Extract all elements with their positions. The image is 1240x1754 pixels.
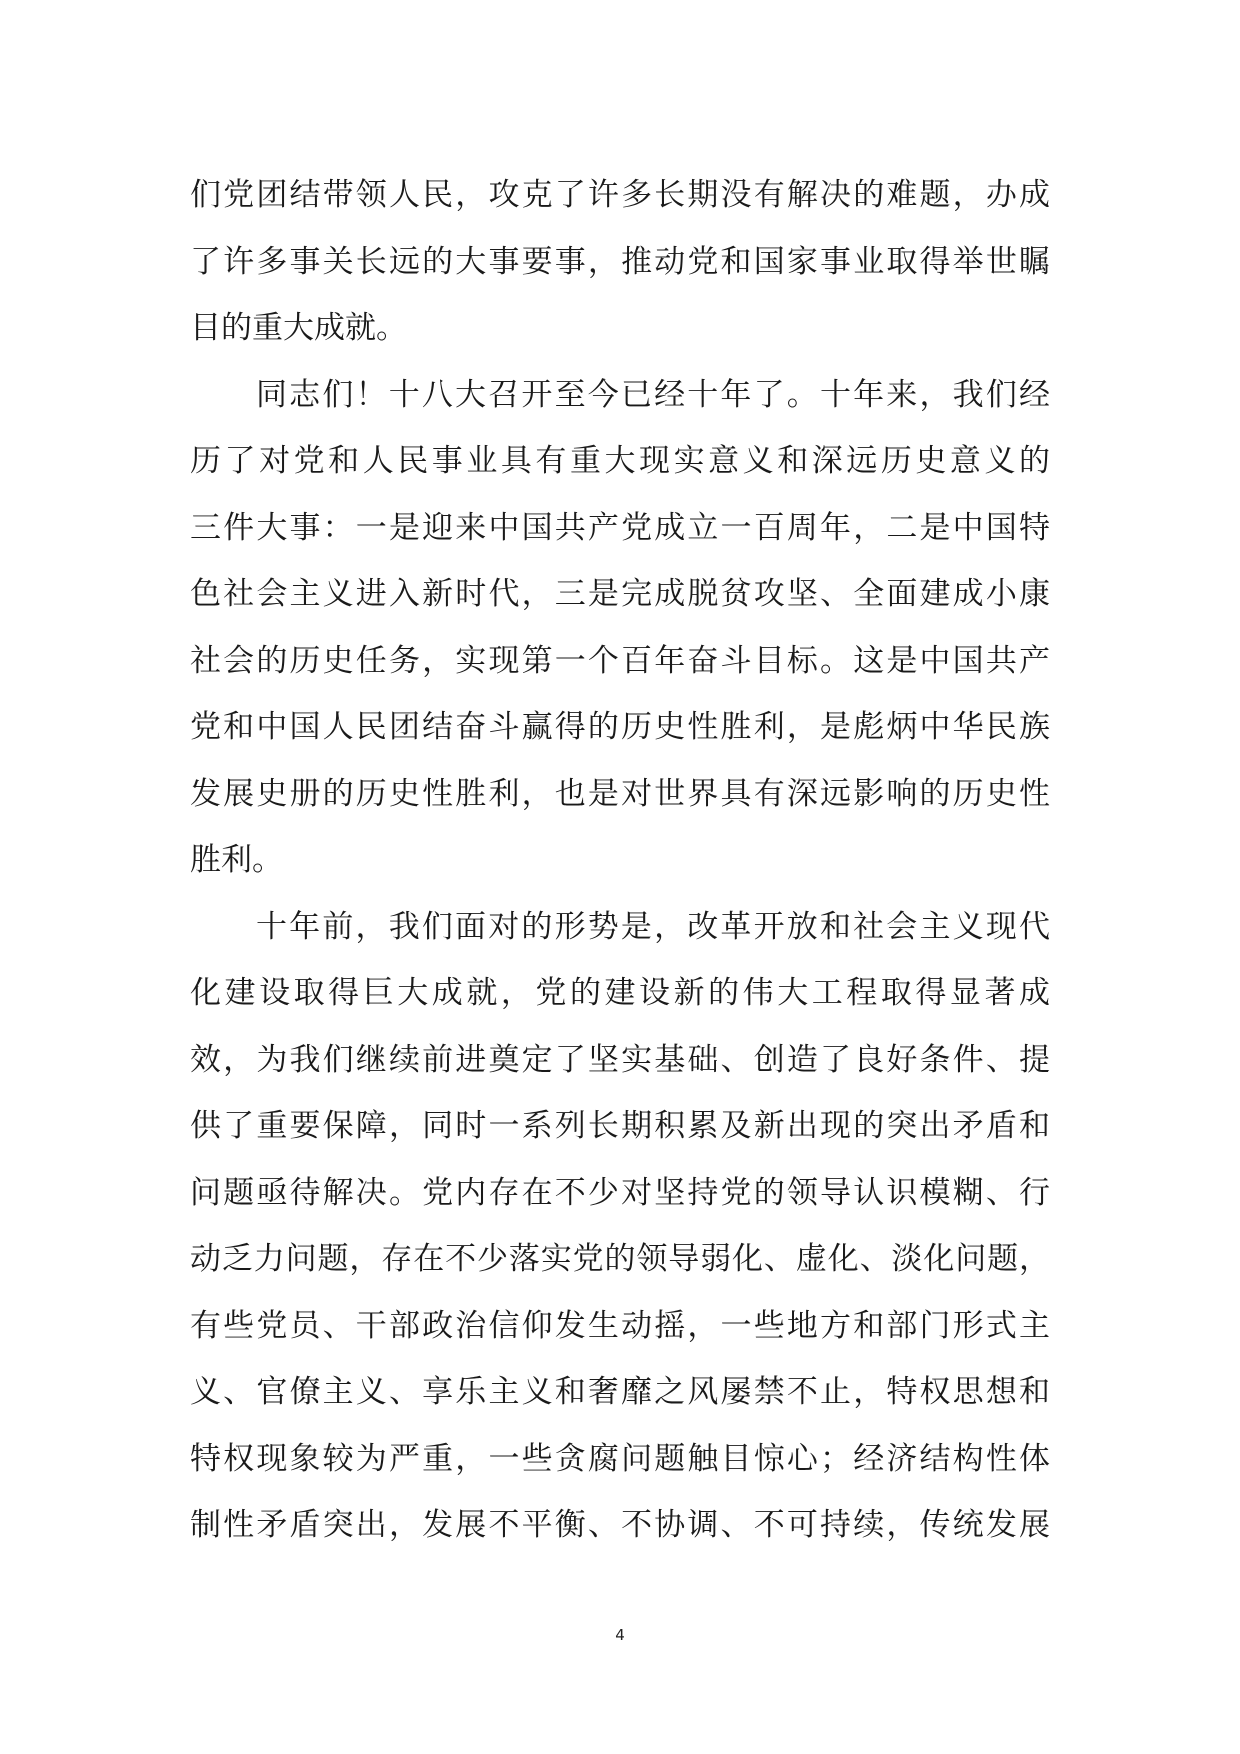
- page-number: 4: [615, 1626, 625, 1644]
- text-line: 效，为我们继续前进奠定了坚实基础、创造了良好条件、提: [190, 1041, 1050, 1078]
- text-line: 问题亟待解决。党内存在不少对坚持党的领导认识模糊、行: [190, 1174, 1050, 1211]
- text-line: 了许多事关长远的大事要事，推动党和国家事业取得举世瞩: [190, 243, 1050, 280]
- text-line: 社会的历史任务，实现第一个百年奋斗目标。这是中国共产: [190, 642, 1050, 679]
- text-line: 义、官僚主义、享乐主义和奢靡之风屡禁不止，特权思想和: [190, 1374, 1050, 1410]
- body-text: [190, 162, 1050, 1559]
- text-line: 动乏力问题，存在不少落实党的领导弱化、虚化、淡化问题，: [190, 1241, 1050, 1277]
- text-line: 党和中国人民团结奋斗赢得的历史性胜利，是彪炳中华民族: [190, 709, 1050, 745]
- text-line: 化建设取得巨大成就，党的建设新的伟大工程取得显著成: [190, 975, 1050, 1011]
- text-line: 历了对党和人民事业具有重大现实意义和深远历史意义的: [190, 443, 1050, 479]
- text-line: 发展史册的历史性胜利，也是对世界具有深远影响的历史性: [190, 775, 1050, 812]
- text-line: 们党团结带领人民，攻克了许多长期没有解决的难题，办成: [190, 177, 1050, 213]
- text-line: 同志们！十八大召开至今已经十年了。十年来，我们经: [256, 376, 1050, 413]
- text-line: 目的重大成就。: [190, 310, 407, 346]
- text-line: 胜利。: [190, 842, 283, 878]
- text-line: 三件大事：一是迎来中国共产党成立一百周年，二是中国特: [190, 509, 1050, 546]
- text-line: 供了重要保障，同时一系列长期积累及新出现的突出矛盾和: [190, 1108, 1050, 1144]
- text-line: 色社会主义进入新时代，三是完成脱贫攻坚、全面建成小康: [190, 576, 1050, 612]
- text-line: 十年前，我们面对的形势是，改革开放和社会主义现代: [256, 908, 1050, 945]
- text-line: 特权现象较为严重，一些贪腐问题触目惊心；经济结构性体: [190, 1440, 1050, 1477]
- text-line: 有些党员、干部政治信仰发生动摇，一些地方和部门形式主: [190, 1307, 1050, 1344]
- text-line: 制性矛盾突出，发展不平衡、不协调、不可持续，传统发展: [190, 1507, 1050, 1543]
